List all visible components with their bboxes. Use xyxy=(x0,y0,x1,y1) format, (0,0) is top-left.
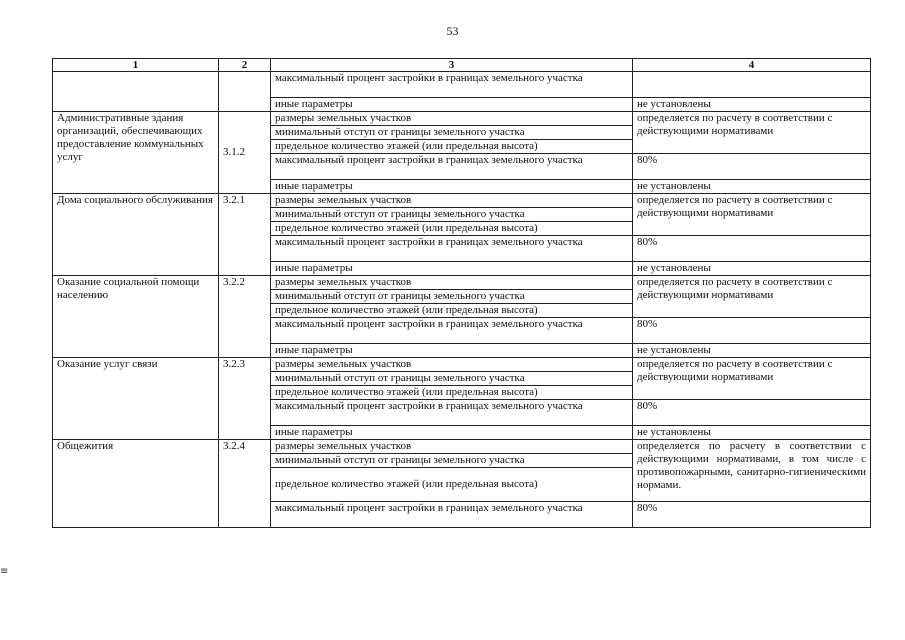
param-cell: максимальный процент застройки в границах земельного участка xyxy=(271,318,633,344)
table-row xyxy=(53,194,871,208)
param-cell: минимальный отступ от границы земельного участка xyxy=(271,290,633,304)
code-cell: 3.2.1 xyxy=(219,194,271,276)
param-cell: предельное количество этажей (или предельная высота) xyxy=(271,222,633,236)
value-cell: определяется по расчету в соответствии с действующими нормативами xyxy=(633,358,871,400)
param-cell: размеры земельных участков xyxy=(271,276,633,290)
value-cell: 80% xyxy=(633,400,871,426)
param-cell: предельное количество этажей (или предельная высота) xyxy=(271,468,633,502)
param-cell: предельное количество этажей (или предельная высота) xyxy=(271,304,633,318)
param-cell: минимальный отступ от границы земельного участка xyxy=(271,454,633,468)
value-cell xyxy=(633,72,871,98)
param-cell: предельное количество этажей (или предельная высота) xyxy=(271,386,633,400)
value-cell: определяется по расчету в соответствии с действующими нормативами xyxy=(633,112,871,154)
param-cell: предельное количество этажей (или предельная высота) xyxy=(271,140,633,154)
param-cell: минимальный отступ от границы земельного участка xyxy=(271,126,633,140)
param-cell: размеры земельных участков xyxy=(271,194,633,208)
column-header-3: 3 xyxy=(271,59,633,72)
code-cell: 3.1.2 xyxy=(219,112,271,194)
param-cell: размеры земельных участков xyxy=(271,358,633,372)
table-row xyxy=(53,276,871,290)
table-row xyxy=(53,358,871,372)
param-cell: минимальный отступ от границы земельного участка xyxy=(271,372,633,386)
param-cell: максимальный процент застройки в границах земельного участка xyxy=(271,502,633,528)
menu-lines-icon: ≡ xyxy=(0,566,9,577)
table-row xyxy=(53,112,871,126)
object-name-cell: Дома социального обслуживания xyxy=(53,194,219,276)
value-cell: не установлены xyxy=(633,98,871,112)
value-cell: 80% xyxy=(633,318,871,344)
param-cell: максимальный процент застройки в границах земельного участка xyxy=(271,400,633,426)
page-number: 53 xyxy=(446,24,459,38)
regulations-table xyxy=(52,58,871,528)
continuation-code-cell xyxy=(219,72,271,112)
value-cell: 80% xyxy=(633,502,871,528)
value-cell: определяется по расчету в соответствии с действующими нормативами, в том числе с противопожарными, санитарно-гигиеническими нормами. xyxy=(633,440,871,502)
param-cell: минимальный отступ от границы земельного участка xyxy=(271,208,633,222)
table-row xyxy=(53,440,871,454)
param-cell: размеры земельных участков xyxy=(271,440,633,454)
object-name-cell: Административные здания организаций, обеспечивающих предоставление коммунальных услуг xyxy=(53,112,219,194)
code-cell: 3.2.2 xyxy=(219,276,271,358)
value-cell: не установлены xyxy=(633,262,871,276)
param-cell: иные параметры xyxy=(271,344,633,358)
param-cell: размеры земельных участков xyxy=(271,112,633,126)
table-row xyxy=(53,72,871,98)
continuation-object-cell xyxy=(53,72,219,112)
code-cell: 3.2.4 xyxy=(219,440,271,528)
value-cell: не установлены xyxy=(633,180,871,194)
param-cell: максимальный процент застройки в границах земельного участка xyxy=(271,236,633,262)
value-cell: определяется по расчету в соответствии с действующими нормативами xyxy=(633,276,871,318)
value-cell: определяется по расчету в соответствии с действующими нормативами xyxy=(633,194,871,236)
param-cell: иные параметры xyxy=(271,426,633,440)
param-cell: максимальный процент застройки в границах земельного участка xyxy=(271,154,633,180)
column-header-1: 1 xyxy=(53,59,219,72)
table-header-row xyxy=(53,59,871,72)
column-header-2: 2 xyxy=(219,59,271,72)
value-cell: 80% xyxy=(633,154,871,180)
object-name-cell: Общежития xyxy=(53,440,219,528)
param-cell: иные параметры xyxy=(271,262,633,276)
column-header-4: 4 xyxy=(633,59,871,72)
object-name-cell: Оказание услуг связи xyxy=(53,358,219,440)
param-cell: максимальный процент застройки в границах земельного участка xyxy=(271,72,633,98)
value-cell: 80% xyxy=(633,236,871,262)
value-cell: не установлены xyxy=(633,426,871,440)
param-cell: иные параметры xyxy=(271,98,633,112)
value-cell: не установлены xyxy=(633,344,871,358)
param-cell: иные параметры xyxy=(271,180,633,194)
code-cell: 3.2.3 xyxy=(219,358,271,440)
object-name-cell: Оказание социальной помощи населению xyxy=(53,276,219,358)
